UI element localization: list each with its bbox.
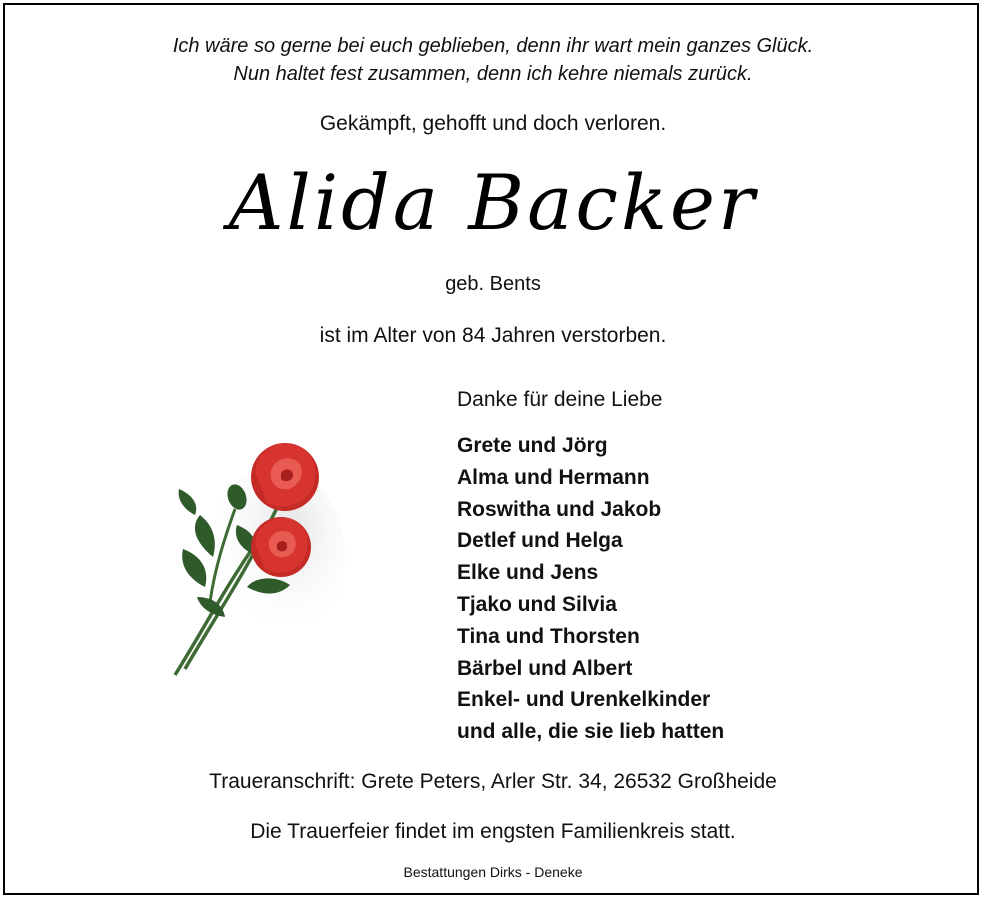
mourners-block (457, 388, 724, 748)
mourner-item: Grete und Jörg (457, 434, 608, 457)
maiden-name: geb. Bents (445, 273, 541, 295)
thanks-line: Danke für deine Liebe (457, 388, 663, 411)
funeral-home: Bestattungen Dirks - Deneke (403, 864, 583, 880)
mourning-address: Traueranschrift: Grete Peters, Arler Str. 34, 26532 Großheide (209, 770, 777, 793)
mourner-item: und alle, die sie lieb hatten (457, 720, 725, 744)
age-statement: ist im Alter von 84 Jahren verstorben. (319, 324, 667, 347)
motto-verse (0, 32, 986, 88)
ceremony-note: Die Trauerfeier findet im engsten Familienkreis statt. (250, 820, 736, 843)
mourner-item: Detlef und Helga (457, 529, 623, 553)
mourner-item: Tjako und Silvia (457, 592, 617, 616)
intro-line: Gekämpft, gehofft und doch verloren. (319, 112, 667, 135)
motto-line-1: Ich wäre so gerne bei euch geblieben, denn ihr wart mein ganzes Glück. (172, 35, 814, 57)
mourner-item: Bärbel und Albert (457, 656, 633, 680)
mourner-item: Alma und Hermann (457, 465, 650, 489)
red-roses-icon (155, 437, 351, 705)
mourner-item: Roswitha und Jakob (457, 497, 662, 521)
mourner-item: Enkel- und Urenkelkinder (457, 688, 711, 712)
mourner-item: Tina und Thorsten (457, 624, 640, 648)
deceased-name: Alida Backer (228, 158, 758, 247)
mourner-item: Elke und Jens (457, 561, 599, 585)
motto-line-2: Nun haltet fest zusammen, denn ich kehre niemals zurück. (233, 63, 753, 85)
mourners-list (457, 430, 724, 748)
